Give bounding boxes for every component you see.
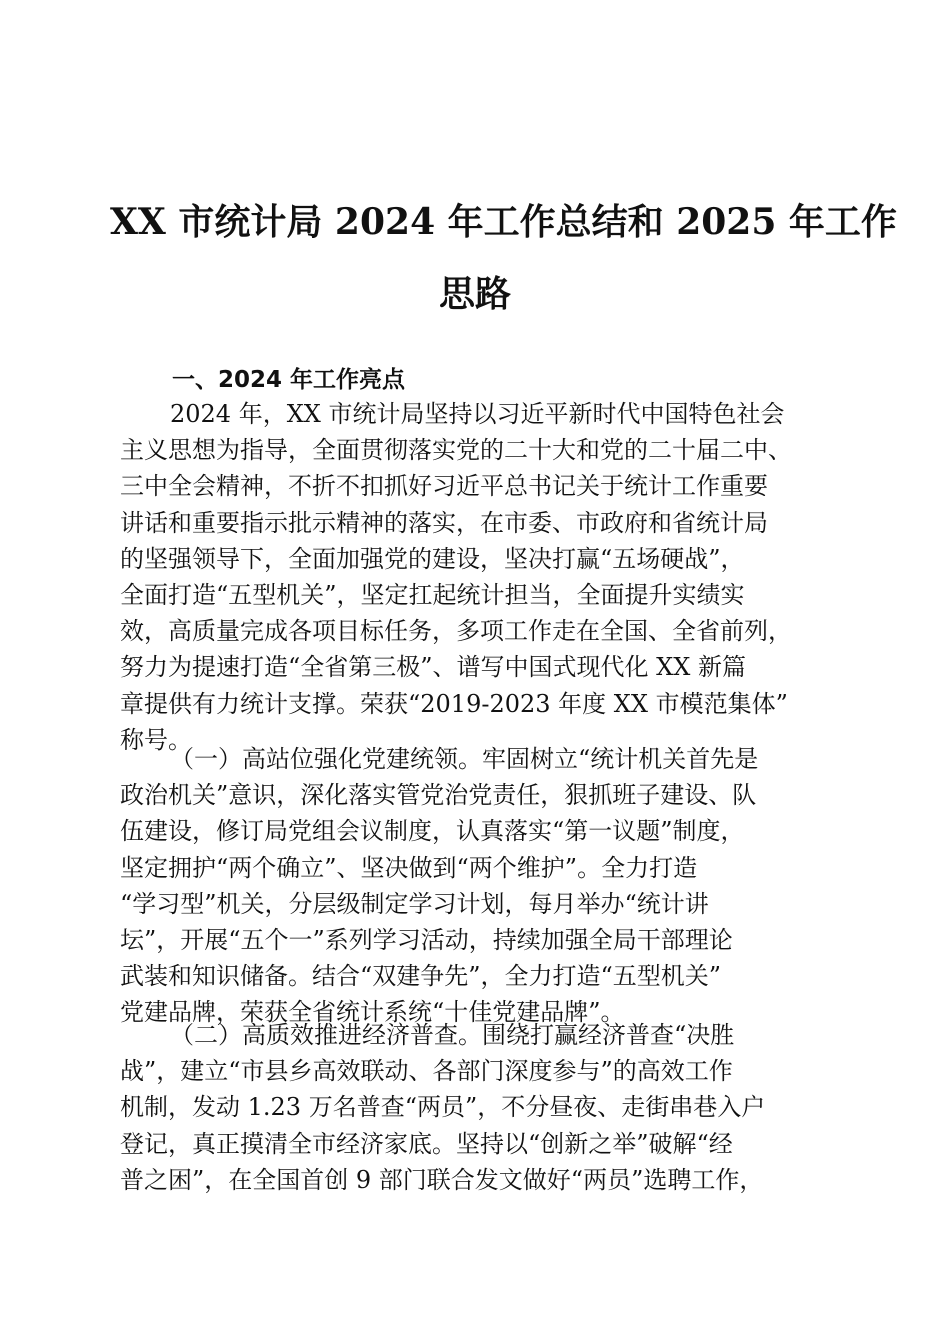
paragraph-party-building [120,741,840,1031]
paragraph-line: 党建品牌，荣获全省统计系统“十佳党建品牌”。 [120,998,625,1027]
paragraph-line: “学习型”机关，分层级制定学习计划，每月举办“统计讲 [120,889,709,918]
title-line: XX 市统计局 2024 年工作总结和 2025 年工作 [110,201,897,243]
paragraph-line: 政治机关”意识，深化落实管党治党责任，狠抓班子建设、队 [120,781,757,810]
paragraph-line: 登记，真正摸清全市经济家底。坚持以“创新之举”破解“经 [120,1129,733,1158]
paragraph-line: 2024 年，XX 市统计局坚持以习近平新时代中国特色社会 [170,400,785,428]
paragraph-intro [120,396,840,758]
paragraph-line: 称号。 [120,725,192,754]
paragraph-line: 武装和知识储备。结合“双建争先”，全力打造“五型机关” [120,962,722,991]
document-title [110,186,897,330]
paragraph-line: 努力为提速打造“全省第三极”、谱写中国式现代化 XX 新篇 [120,653,746,682]
paragraph-line: 讲话和重要指示批示精神的落实，在市委、市政府和省统计局 [120,508,768,537]
paragraph-line: 战”，建立“市县乡高效联动、各部门深度参与”的高效工作 [120,1057,733,1086]
paragraph-line: 伍建设，修订局党组会议制度，认真落实“第一议题”制度， [120,817,745,846]
paragraph-line: 主义思想为指导，全面贯彻落实党的二十大和党的二十届二中、 [120,436,792,465]
title-line: 思路 [438,273,511,315]
paragraph-line: 坛”，开展“五个一”系列学习活动，持续加强全局干部理论 [120,925,733,954]
paragraph-line: 的坚强领导下，全面加强党的建设，坚决打赢“五场硬战”， [120,544,745,573]
paragraph-line: 机制，发动 1.23 万名普查“两员”，不分昼夜、走街串巷入户 [120,1093,766,1122]
paragraph-line: 效，高质量完成各项目标任务，多项工作走在全国、全省前列， [120,617,792,646]
paragraph-line: 章提供有力统计支撑。荣获“2019-2023 年度 XX 市模范集体” [120,689,788,718]
paragraph-line: 全面打造“五型机关”，坚定扛起统计担当，全面提升实绩实 [120,580,745,609]
paragraph-economic-census [120,1017,840,1198]
paragraph-line: （二）高质效推进经济普查。围绕打赢经济普查“决胜 [170,1021,735,1049]
paragraph-line: （一）高站位强化党建统领。牢固树立“统计机关首先是 [170,745,759,773]
paragraph-line: 坚定拥护“两个确立”、坚决做到“两个维护”。全力打造 [120,853,698,882]
section-heading: 一、2024 年工作亮点 [172,367,406,393]
paragraph-line: 普之困”，在全国首创 9 部门联合发文做好“两员”选聘工作， [120,1165,764,1194]
paragraph-line: 三中全会精神，不折不扣抓好习近平总书记关于统计工作重要 [120,472,768,501]
